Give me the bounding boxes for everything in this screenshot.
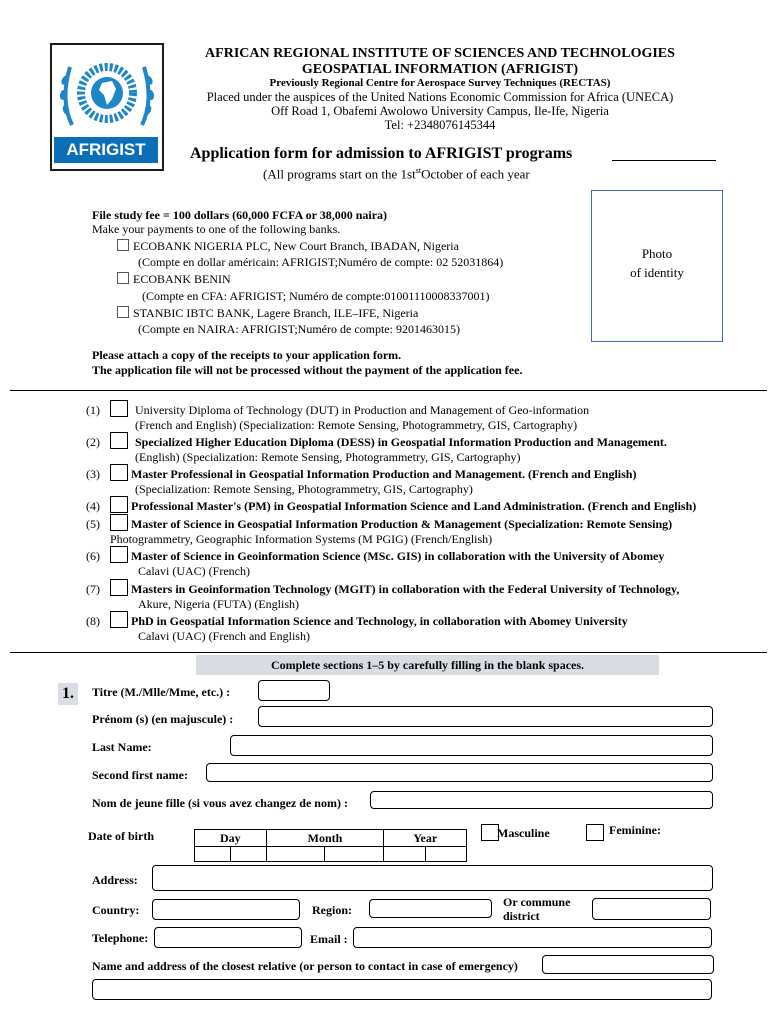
photo-label-2: of identity xyxy=(630,265,684,280)
program-title: Specialized Higher Education Diploma (DESS) in Geospatial Information Production and Management. xyxy=(135,435,667,449)
program-number: (2) xyxy=(86,435,100,449)
program-title: University Diploma of Technology (DUT) in Production and Management of Geo-information xyxy=(135,403,590,417)
program-detail: (French and English) (Specialization: Remote Sensing, Photogrammetry, GIS, Cartography) xyxy=(135,418,578,432)
month-cell-1[interactable] xyxy=(266,847,325,862)
divider xyxy=(10,390,767,391)
month-cell-2[interactable] xyxy=(325,847,384,862)
telephone-field[interactable] xyxy=(154,927,302,948)
payment-line: Make your payments to one of the following banks. xyxy=(92,222,341,236)
program-detail: Calavi (UAC) (French and English) xyxy=(138,629,310,643)
district-label: district xyxy=(503,909,540,923)
bank-name: ECOBANK NIGERIA PLC, New Court Branch, IBADAN, Nigeria xyxy=(133,239,459,253)
program-checkbox[interactable] xyxy=(110,400,128,417)
title-label: Titre (M./Mlle/Mme, etc.) : xyxy=(92,685,231,699)
country-label: Country: xyxy=(92,903,140,917)
second-first-name-label: Second first name: xyxy=(92,768,188,782)
title-underline xyxy=(612,160,716,161)
dob-table xyxy=(194,829,467,862)
program-detail: Calavi (UAC) (French) xyxy=(138,564,250,578)
program-number: (7) xyxy=(86,582,100,596)
bank-name: ECOBANK BENIN xyxy=(133,272,231,286)
institute-subname: GEOSPATIAL INFORMATION (AFRIGIST) xyxy=(301,62,579,77)
instructions-banner: Complete sections 1–5 by carefully filling in the blank spaces. xyxy=(196,655,659,675)
year-cell-2[interactable] xyxy=(425,847,466,862)
program-number: (5) xyxy=(86,517,100,531)
program-title: PhD in Geospatial Information Science and Technology, in collaboration with Abomey University xyxy=(131,614,628,628)
program-number: (1) xyxy=(86,403,100,417)
first-name-label: Prénom (s) (en majuscule) : xyxy=(92,712,234,726)
month-header: Month xyxy=(266,830,384,847)
program-checkbox[interactable] xyxy=(110,496,128,513)
year-header: Year xyxy=(384,830,467,847)
region-field[interactable] xyxy=(369,899,492,918)
bank-checkbox[interactable] xyxy=(117,306,129,318)
bank-checkbox[interactable] xyxy=(117,272,129,284)
program-title: Master Professional in Geospatial Information Production and Management. (French and English) xyxy=(131,467,637,481)
second-first-name-field[interactable] xyxy=(206,763,713,782)
program-checkbox[interactable] xyxy=(110,432,128,449)
program-title: Professional Master's (PM) in Geospatial Information Science and Land Administration. (French and English) xyxy=(131,499,697,513)
day-header: Day xyxy=(195,830,267,847)
address-field[interactable] xyxy=(152,865,713,891)
section-number: 1. xyxy=(58,683,78,705)
year-cell-1[interactable] xyxy=(384,847,425,862)
notice-attach: Please attach a copy of the receipts to your application form. xyxy=(92,348,402,362)
program-detail: (Specialization: Remote Sensing, Photogrammetry, GIS, Cartography) xyxy=(135,482,473,496)
program-number: (8) xyxy=(86,614,100,628)
form-title: Application form for admission to AFRIGIST programs xyxy=(190,145,573,162)
program-checkbox[interactable] xyxy=(110,464,128,481)
program-number: (3) xyxy=(86,467,100,481)
email-field[interactable] xyxy=(353,927,712,948)
bank-detail: (Compte en dollar américain: AFRIGIST;Numéro de compte: 02 52031864) xyxy=(138,255,504,269)
feminine-checkbox[interactable] xyxy=(586,824,604,841)
logo-text: AFRIGIST xyxy=(54,137,158,163)
commune-label: Or commune xyxy=(503,895,571,909)
last-name-label: Last Name: xyxy=(92,740,152,754)
un-globe-icon xyxy=(52,45,162,139)
notice-payment: The application file will not be processed without the payment of the application fee. xyxy=(92,363,523,377)
dob-label: Date of birth xyxy=(88,829,154,843)
photo-box[interactable] xyxy=(591,190,723,342)
first-name-field[interactable] xyxy=(258,706,713,727)
feminine-label: Feminine: xyxy=(609,823,661,837)
program-checkbox[interactable] xyxy=(110,546,128,563)
program-title: Master of Science in Geospatial Information Production & Management (Specialization: Remote Sensing) xyxy=(131,517,673,531)
telephone-line: Tel: +2348076145344 xyxy=(384,118,496,132)
program-number: (6) xyxy=(86,549,100,563)
program-number: (4) xyxy=(86,499,100,513)
masculine-label: Masculine xyxy=(497,826,550,840)
relative-field[interactable] xyxy=(542,955,714,974)
program-title: Master of Science in Geoinformation Science (MSc. GIS) in collaboration with the University of Abomey xyxy=(131,549,665,563)
relative-address-field[interactable] xyxy=(92,979,712,1000)
program-checkbox[interactable] xyxy=(110,611,128,628)
day-cell-1[interactable] xyxy=(195,847,231,862)
address-line: Off Road 1, Obafemi Awolowo University Campus, Ile-Ife, Nigeria xyxy=(271,104,609,118)
institute-name: AFRICAN REGIONAL INSTITUTE OF SCIENCES AND TECHNOLOGIES xyxy=(205,46,675,61)
program-detail: Photogrammetry, Geographic Information Systems (M PGIG) (French/English) xyxy=(110,532,493,546)
bank-name: STANBIC IBTC BANK, Lagere Branch, ILE–IFE, Nigeria xyxy=(133,306,419,320)
bank-detail: (Compte en CFA: AFRIGIST; Numéro de compte:01001110008337001) xyxy=(142,289,490,303)
form-subtitle: (All programs start on the $1st^{st}October$ of each year xyxy=(263,166,530,182)
program-checkbox[interactable] xyxy=(110,579,128,596)
email-label: Email : xyxy=(310,932,348,946)
previous-name: Previously Regional Centre for Aerospace Survey Techniques (RECTAS) xyxy=(269,77,611,89)
commune-field[interactable] xyxy=(592,898,711,920)
last-name-field[interactable] xyxy=(230,735,713,756)
program-detail: (English) (Specialization: Remote Sensing, Photogrammetry, GIS, Cartography) xyxy=(135,450,521,464)
fee-line: File study fee = 100 dollars (60,000 FCFA or 38,000 naira) xyxy=(92,208,388,222)
telephone-label: Telephone: xyxy=(92,931,149,945)
program-detail: Akure, Nigeria (FUTA) (English) xyxy=(138,597,299,611)
bank-detail: (Compte en NAIRA: AFRIGIST;Numéro de compte: 9201463015) xyxy=(138,322,460,336)
relative-label: Name and address of the closest relative (or person to contact in case of emergency) xyxy=(92,959,518,973)
title-field[interactable] xyxy=(258,680,330,701)
region-label: Region: xyxy=(312,903,352,917)
program-checkbox[interactable] xyxy=(110,514,128,531)
divider xyxy=(10,652,767,653)
bank-checkbox[interactable] xyxy=(117,239,129,251)
maiden-name-field[interactable] xyxy=(370,791,713,809)
photo-label: Photo xyxy=(641,246,673,261)
maiden-name-label: Nom de jeune fille (si vous avez changez de nom) : xyxy=(92,796,348,810)
auspices-line: Placed under the auspices of the United Nations Economic Commission for Africa (UNECA) xyxy=(206,90,674,104)
day-cell-2[interactable] xyxy=(230,847,266,862)
country-field[interactable] xyxy=(152,899,300,920)
address-label: Address: xyxy=(92,873,138,887)
program-title: Masters in Geoinformation Technology (MGIT) in collaboration with the Federal University of Technology, xyxy=(131,582,680,596)
